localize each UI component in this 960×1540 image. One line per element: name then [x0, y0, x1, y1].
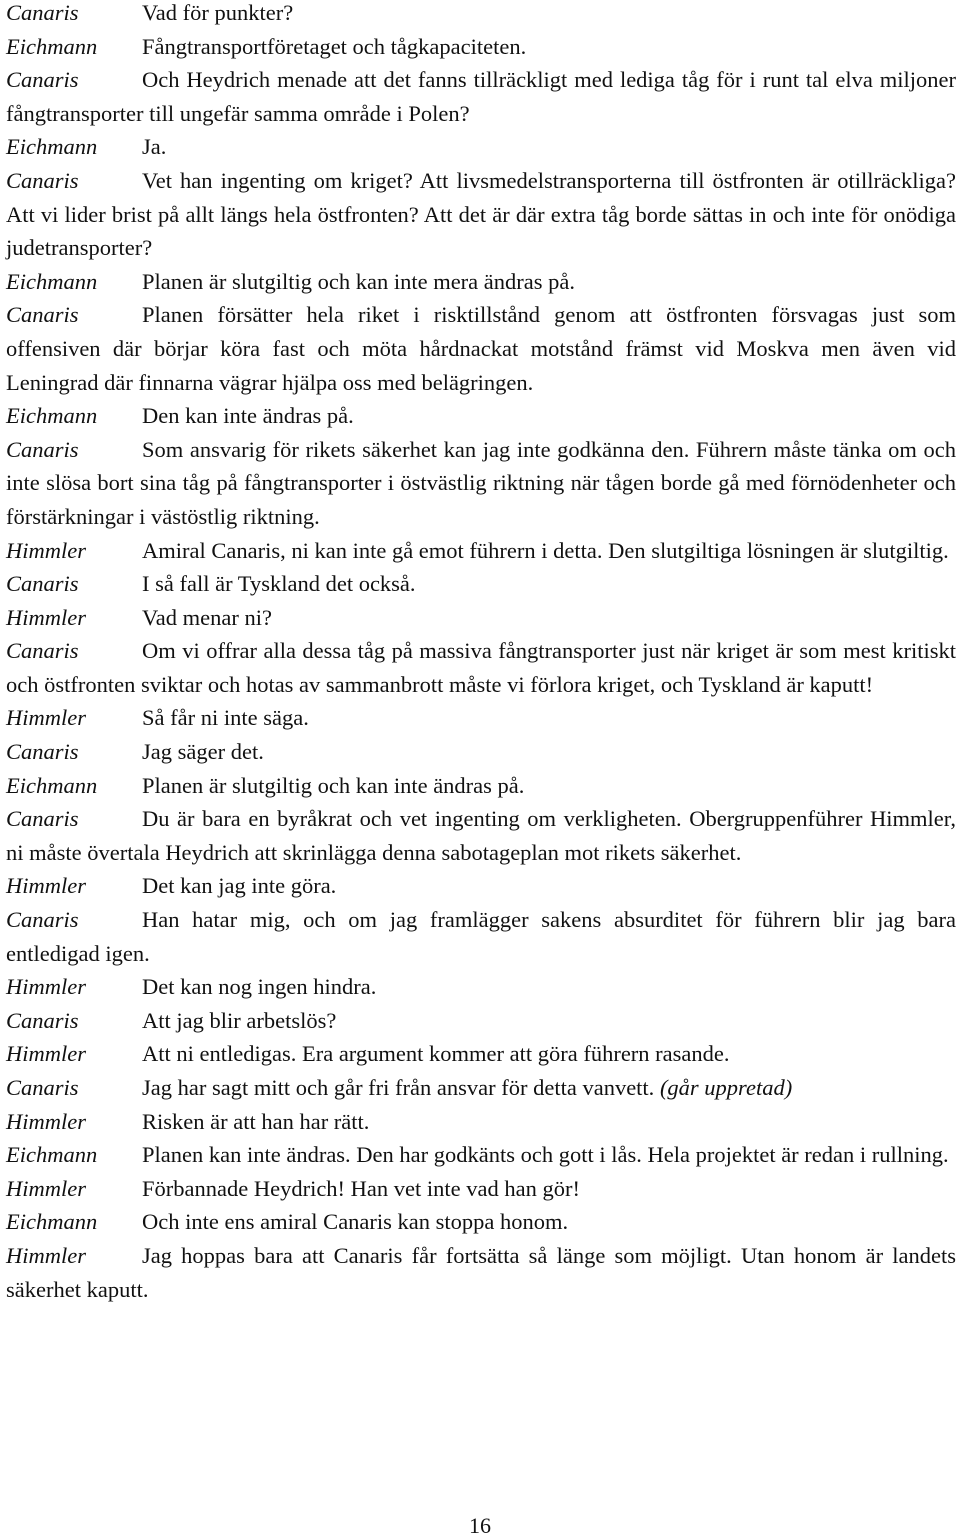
- speaker-name: Canaris: [6, 806, 79, 832]
- speaker-name: Himmler: [6, 705, 86, 731]
- dialogue-text: Att jag blir arbetslös?: [142, 1007, 337, 1033]
- dialogue-line: [6, 869, 956, 903]
- dialogue-text: Jag har sagt mitt och går fri från ansvar för detta vanvett.: [142, 1075, 655, 1100]
- speaker-name: Himmler: [6, 1108, 86, 1134]
- dialogue-text: Planen försätter hela riket i risktillstånd genom att östfronten försvagas just som offensiven där börjar köra fast och möta hårdnackat motstånd främst vid Moskva men även vid Leningrad där finnarna vägrar hjälpa oss med belägringen.: [6, 302, 956, 395]
- speaker-name: Himmler: [6, 1242, 86, 1268]
- dialogue-text: Vet han ingenting om kriget? Att livsmedelstransporterna till östfronten är otillräckliga? Att vi lider brist på allt längs hela östfronten? Att det är där extra tåg borde sättas in och inte för onödiga judetransporter?: [6, 167, 956, 261]
- speaker-name: Canaris: [6, 638, 79, 664]
- speaker-name: Canaris: [6, 1075, 79, 1100]
- dialogue-line: [6, 63, 956, 130]
- dialogue-text: Han hatar mig, och om jag framlägger sakens absurditet för führern blir jag bara entledigad igen.: [6, 907, 956, 966]
- speaker-name: Canaris: [6, 0, 79, 25]
- dialogue-text: Förbannade Heydrich! Han vet inte vad han gör!: [142, 1175, 580, 1201]
- dialogue-text: Vad för punkter?: [142, 0, 294, 25]
- dialogue-text: Att ni entledigas. Era argument kommer att göra führern rasande.: [142, 1041, 730, 1067]
- speaker-name: Canaris: [6, 302, 79, 328]
- dialogue-text: Så får ni inte säga.: [142, 705, 309, 731]
- speaker-name: Canaris: [6, 571, 79, 597]
- speaker-name: Eichmann: [6, 33, 98, 59]
- dialogue-line: [6, 265, 956, 299]
- speaker-name: Himmler: [6, 974, 86, 1000]
- dialogue-line: [6, 567, 956, 601]
- speaker-name: Eichmann: [6, 403, 98, 429]
- speaker-name: Himmler: [6, 1041, 86, 1067]
- dialogue-text: Om vi offrar alla dessa tåg på massiva fångtransporter just när kriget är som mest kritiskt och östfronten sviktar och hotas av sammanbrott måste vi förlora kriget, och Tyskland är kaputt!: [6, 638, 956, 697]
- speaker-name: Himmler: [6, 604, 86, 630]
- dialogue-line: [6, 30, 956, 64]
- dialogue-text: Det kan jag inte göra.: [142, 873, 337, 899]
- dialogue-line: [6, 534, 956, 568]
- dialogue-line: [6, 1172, 956, 1206]
- speaker-name: Himmler: [6, 873, 86, 899]
- stage-direction: (går uppretad): [659, 1075, 793, 1100]
- dialogue-text: Planen är slutgiltig och kan inte mera ändras på.: [142, 268, 575, 294]
- dialogue-list: [6, 0, 956, 1306]
- dialogue-line: [6, 0, 956, 30]
- dialogue-text: Amiral Canaris, ni kan inte gå emot führern i detta. Den slutgiltiga lösningen är slutgiltig.: [142, 537, 949, 563]
- dialogue-text: I så fall är Tyskland det också.: [142, 571, 416, 597]
- speaker-name: Canaris: [6, 67, 79, 93]
- dialogue-line: [6, 1138, 956, 1172]
- speaker-name: Canaris: [6, 907, 79, 933]
- script-page: [6, 0, 956, 1306]
- dialogue-text: Och inte ens amiral Canaris kan stoppa honom.: [142, 1209, 569, 1235]
- dialogue-text: Vad menar ni?: [142, 604, 272, 630]
- speaker-name: Eichmann: [6, 134, 98, 160]
- dialogue-text: Som ansvarig för rikets säkerhet kan jag inte godkänna den. Führern måste tänka om och inte slösa bort sina tåg på fångtransporter i östvästlig riktning när tågen borde gå med förnödenheter och förstärkningar i västöstlig riktning.: [6, 436, 956, 529]
- dialogue-line: [6, 1004, 956, 1038]
- dialogue-line: [6, 769, 956, 803]
- dialogue-line: [6, 1105, 956, 1139]
- dialogue-line: [6, 1239, 956, 1306]
- dialogue-text: Ja.: [142, 134, 167, 160]
- speaker-name: Eichmann: [6, 268, 98, 294]
- speaker-name: Canaris: [6, 739, 79, 765]
- dialogue-line: [6, 601, 956, 635]
- dialogue-line: [6, 433, 956, 534]
- dialogue-text: Jag säger det.: [142, 739, 264, 765]
- speaker-name: Eichmann: [6, 1209, 98, 1235]
- speaker-name: Himmler: [6, 537, 86, 563]
- dialogue-line: [6, 903, 956, 970]
- dialogue-line: [6, 298, 956, 399]
- dialogue-text: Fångtransportföretaget och tågkapaciteten.: [142, 33, 527, 59]
- dialogue-line: [6, 970, 956, 1004]
- speaker-name: Canaris: [6, 436, 79, 462]
- dialogue-line: [6, 1071, 956, 1105]
- speaker-name: Eichmann: [6, 772, 98, 798]
- page-number: 16: [469, 1513, 491, 1538]
- speaker-name: Canaris: [6, 167, 79, 193]
- speaker-name: Eichmann: [6, 1142, 98, 1168]
- dialogue-text: Du är bara en byråkrat och vet ingenting om verkligheten. Obergruppenführer Himmler, ni måste övertala Heydrich att skrinlägga denna sabotageplan mot rikets säkerhet.: [6, 806, 956, 865]
- speaker-name: Canaris: [6, 1007, 79, 1033]
- speaker-name: Himmler: [6, 1175, 86, 1201]
- dialogue-line: [6, 164, 956, 265]
- dialogue-line: [6, 399, 956, 433]
- dialogue-text: Det kan nog ingen hindra.: [142, 974, 377, 1000]
- dialogue-text: Risken är att han har rätt.: [142, 1108, 370, 1134]
- dialogue-text: Planen är slutgiltig och kan inte ändras på.: [142, 772, 525, 798]
- dialogue-text: Den kan inte ändras på.: [142, 403, 354, 429]
- dialogue-line: [6, 130, 956, 164]
- dialogue-text: Jag hoppas bara att Canaris får fortsätta så länge som möjligt. Utan honom är landets säkerhet kaputt.: [6, 1242, 956, 1302]
- dialogue-line: [6, 802, 956, 869]
- dialogue-line: [6, 735, 956, 769]
- dialogue-line: [6, 1037, 956, 1071]
- dialogue-line: [6, 634, 956, 701]
- dialogue-text: Och Heydrich menade att det fanns tillräckligt med lediga tåg för i runt tal elva miljoner fångtransporter till ungefär samma område i Polen?: [6, 67, 956, 126]
- dialogue-line: [6, 1205, 956, 1239]
- dialogue-text: Planen kan inte ändras. Den har godkänts och gott i lås. Hela projektet är redan i rullning.: [142, 1142, 949, 1168]
- dialogue-line: [6, 701, 956, 735]
